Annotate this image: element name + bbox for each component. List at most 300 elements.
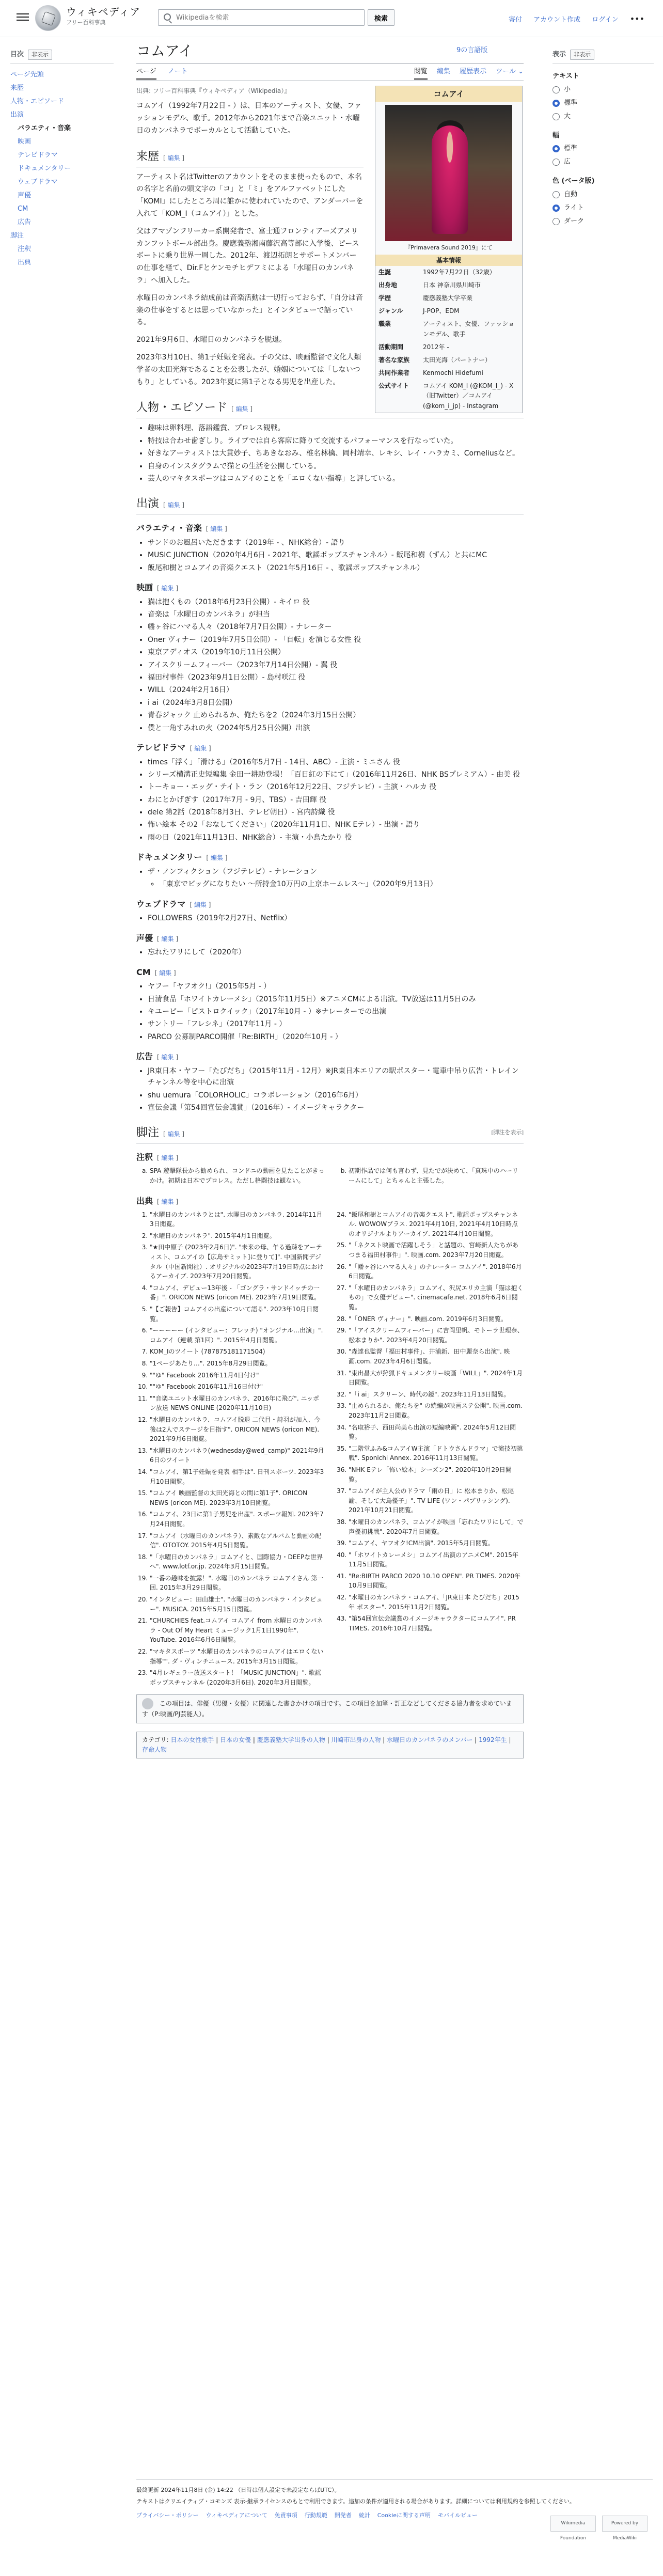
reference-text: "「水曜日のカンパネラ」コムアイ、沢尻エリカ主演「猫は抱くもの」で女優デビュー". cinemacafe.net. 2018年6月6日閲覧。 [349,1284,524,1311]
list-item-text: Oner ヴィナー（2019年7月5日公開）- 「自転」を演じる女性 役 [148,635,361,644]
reference-item [349,1262,524,1281]
reference-text: "水曜日のカンパネラ". 2015年4月1日閲覧。 [150,1232,276,1239]
section-title: 人物・エピソード [136,401,228,414]
web-list [136,913,524,924]
reference-item [349,1326,524,1345]
infobox-row [375,367,522,380]
subsection-title: 出典 [136,1196,153,1206]
tab-history[interactable]: 履歴表示 [460,68,487,76]
subsection-title: ウェブドラマ [136,899,186,909]
radio-label: ダーク [564,217,585,226]
search-box[interactable] [158,9,365,26]
edit-link[interactable]: [ 編集 ] [157,585,179,592]
reference-text: "CHURCHIES feat.コムアイ コムアイ from 水曜日のカンパネラ - Out Of My Heart ミュージック1月1日1990年". YouTube. 2016年6月6日閲覧。 [150,1617,323,1644]
toc-item[interactable]: ドキュメンタリー [18,164,71,172]
infobox-row [375,305,522,318]
list-item [148,659,524,671]
radio-label: 自動 [564,191,578,199]
reference-item [150,1326,325,1345]
footer-link[interactable]: 行動規範 [304,2512,327,2519]
notes-columns [136,1166,524,1187]
list-item [148,697,524,709]
text-size-options [552,83,654,123]
reference-text: "「i ai」スクリーン、時代の鏡". 2023年11月13日閲覧。 [349,1390,510,1398]
reference-text: KOM_Iのツイート (787875181171504) [150,1348,265,1356]
list-item-text: 特技は合わせ歯ぎしり。ライブでは自ら客席に降りて交流するパフォーマンスを行なっていた。 [148,436,458,445]
radio-label: 小 [564,85,571,93]
reference-item [349,1314,524,1324]
edit-link-text[interactable]: 編集 [161,1198,174,1206]
wikipedia-logo[interactable] [35,5,61,31]
wordmark[interactable] [66,5,140,27]
reference-text: "森達也監督「福田村事件」、井浦新、田中麗奈ら出演". 映画.com. 2023年4月6日閲覧。 [349,1348,510,1365]
search-input[interactable] [176,12,357,23]
category-links [136,1732,524,1758]
reference-item [150,1415,325,1444]
infobox-value: アーティスト、女優、ファッションモデル、歌手 [423,320,515,338]
page-tabs [136,64,524,81]
reference-item [150,1510,325,1529]
category-link[interactable]: 存命人物 [142,1746,167,1753]
radio-option[interactable] [552,97,654,110]
toc-item[interactable]: 人物・エピソード [10,97,65,105]
reference-item [150,1283,325,1302]
tab-read[interactable]: 閲覧 [414,68,428,80]
infobox-value: 2012年 - [423,343,449,351]
infobox-value: 太田光海（パートナー） [423,356,492,364]
list-item-text: 自身のインスタグラムで猫との生活を公開している。 [148,462,321,470]
reference-text: "1ページあたり…". 2015年8月29日閲覧。 [150,1360,272,1367]
list-item [148,1018,524,1030]
subsection-title: バラエティ・音楽 [136,523,202,533]
footer-link[interactable]: プライバシー・ポリシー [136,2512,199,2519]
list-item [148,621,524,633]
reference-text: "コムアイ、デビュー13年後 - 「ゴングラ・サンドイッチの一番」". ORICON NEWS (oricon ME). 2023年7月19日閲覧。 [150,1284,321,1301]
reference-item [150,1371,325,1380]
radio-option[interactable] [552,215,654,228]
tv-list [136,757,524,844]
reference-item [150,1359,325,1369]
list-item [148,435,524,447]
infobox-title: コムアイ [375,86,522,102]
text-size-heading: テキスト [552,72,579,80]
list-item-text: サンドのお風呂いただきます（2019年 - 、NHK総合）- 語り [148,538,345,547]
radio-option[interactable] [552,188,654,201]
edit-link-text[interactable]: 編集 [159,969,172,977]
list-item [148,781,524,793]
category-separator: | [214,1736,220,1743]
list-item [148,981,524,992]
notes-list-left [136,1166,325,1187]
reference-item [150,1382,325,1392]
radio-option[interactable] [552,155,654,169]
edit-link-text[interactable]: 編集 [194,901,207,908]
reference-text: "名取裕子、西田尚美ら出演の短編映画". 2024年5月12日閲覧。 [349,1423,516,1441]
infobox-table [375,266,522,413]
infobox-row [375,266,522,279]
toc-item[interactable]: テレビドラマ [18,151,58,159]
reference-item [349,1517,524,1536]
tab-page[interactable]: ページ [136,68,156,80]
page-title: コムアイ [136,41,524,64]
list-item [148,537,524,548]
reference-text: "マキタスポーツ "水曜日のカンパネラのコムアイはエロくない指導"". ダ・ヴィンチニュース. 2015年3月15日閲覧。 [150,1648,324,1665]
reference-text: "「アイスクリームフィーバー」に吉岡里帆、モトーラ世理奈、松本まりか". 2023年4月20日閲覧。 [349,1327,524,1344]
infobox [375,86,523,413]
color-options [552,188,654,228]
toc-item[interactable]: 広告 [18,218,31,226]
edit-link[interactable]: [ 編集 ] [157,1198,179,1206]
subsection-title: CM [136,967,151,977]
reference-item [150,1231,325,1241]
edit-link-text[interactable]: 編集 [167,1130,180,1138]
category-separator: | [325,1736,332,1743]
list-item [148,562,524,574]
list-item [148,422,524,434]
radio-label: 標準 [564,99,578,107]
reference-text: "NHK Eテレ「怖い絵本」シーズン2". 2020年10月29日閲覧。 [349,1466,512,1483]
toc-item[interactable]: 脚注 [10,231,24,240]
infobox-section-basic: 基本情報 [375,255,522,266]
tab-talk[interactable]: ノート [167,68,188,76]
infobox-row [375,380,522,413]
main-menu-icon[interactable] [17,11,29,24]
infobox-label: 生誕 [378,268,391,276]
toc-sidebar [10,50,114,270]
toc-item[interactable]: 出典 [18,258,31,266]
reference-item [349,1210,524,1239]
radio-button[interactable] [552,205,560,212]
reference-text: ""ゆ" Facebook 2016年11月4日付け" [150,1371,259,1379]
reference-text: "「幡ヶ谷にハマる人々」のナレーター コムアイ". 2018年6月6日閲覧。 [349,1263,522,1280]
toc-header [10,50,114,64]
user-links [499,12,644,26]
reference-item [150,1552,325,1572]
note-text: 初期作品では何も言わず、見たでが決めて、「真珠中のハーリームにして」とちゃんと主張した。 [349,1167,518,1184]
list-item [148,794,524,806]
references-list-right [335,1210,524,1690]
reference-item [349,1465,524,1484]
infobox-label: 共同作業者 [378,369,410,377]
list-item-text: times「浮く」「滑ける」（2016年5月7日 - 14日、ABC）- 主演・ミニさん 役 [148,758,400,766]
list-item [148,1031,524,1043]
reference-item [150,1243,325,1281]
radio-button[interactable] [552,191,560,198]
section-heading-kyakuchu [136,1124,524,1143]
footer-link[interactable]: Cookieに関する声明 [377,2512,431,2519]
edit-link-text[interactable]: 編集 [210,854,223,862]
reference-text: "インタビュー：田山雄士". "水曜日のカンパネラ・インタビュー". MUSICA. 2015年5月15日閲覧。 [150,1596,323,1613]
infobox-label: ジャンル [378,307,403,315]
radio-button[interactable] [552,86,560,93]
toc-list [10,68,114,270]
note-text: SPA 遊撃隊長から勧められ、コンドニの動画を見たことがきっかけ。初期は日本でプロレス。ただし格闘技は観ない。 [150,1167,325,1184]
edit-link[interactable]: [ 編集 ] [190,901,211,908]
footer-link[interactable]: モバイルビュー [438,2512,478,2519]
category-link[interactable]: 日本の女性歌手 [170,1736,214,1743]
reference-text: "コムアイ 映画監督の太田光海との間に第1子". ORICON NEWS (oricon ME). 2023年3月10日閲覧。 [150,1489,308,1506]
reference-text: "「ネクスト映画で活躍しそう」と話題の、宮崎新人たちがあつまる福田村事件」". 映画.com. 2023年7月20日閲覧。 [349,1242,518,1259]
reference-text: "コムアイ、第1子妊娠を発表 相手は". 日刊スポーツ. 2023年3月10日閲覧。 [150,1468,324,1485]
reference-item [349,1401,524,1420]
list-item-text: ヤフー「ヤフオク!」（2015年5月 - ） [148,982,271,991]
reference-text: "水曜日のカンパネラ、コムアイが映画「忘れたワリにして」で声優初挑戦". 2020年7月日閲覧。 [349,1518,524,1535]
reference-text: "ーーーーー (インタビュー：フレッチ) "オンジナル…出演」". コムアイ（連載 第1回）". 2015年4月日閲覧。 [150,1327,323,1344]
reference-item [349,1614,524,1633]
reference-item [150,1446,325,1465]
list-item-text: 日清食品「ホワイトカレーメシ」（2015年11月5日）※アニメCMによる出演。TV放送は11月5日のみ [148,995,476,1003]
rekishi-paragraph-5: 2023年3月10日、第1子妊娠を発表。子の父は、映画監督で文化人類学者の太田光海であることを公表したが、婚姻については「しないつもり」としている。2023年夏に第1子となる男児を出産した。 [136,353,361,386]
list-item-text: shu uemura「COLORHOLIC」コラボレーション（2016年6月） [148,1091,362,1099]
list-item [148,913,524,924]
lead-column [136,100,364,388]
reference-text: "4月レギュラー放送スタート！「MUSIC JUNCTION」". 歌謡ポップスチャンネル (2020年3月6日). 2020年3月日閲覧。 [150,1669,321,1686]
subsection-heading-docu [136,851,524,864]
list-item [148,757,524,768]
reference-text: "Re:BIRTH PARCO 2020 10.10 OPEN". PR TIMES. 2020年10月9日閲覧。 [349,1572,521,1590]
list-item-text: サントリー「フレシネ」（2017年11月 - ） [148,1020,287,1029]
list-item [148,647,524,658]
infobox-value: Kenmochi Hidefumi [423,369,483,377]
list-item-text: 福田村事件（2023年9月1日公開）- 島村咲江 役 [148,673,306,682]
radio-option[interactable] [552,201,654,215]
categories-list [142,1736,511,1753]
subsection-heading-shutten [136,1195,524,1208]
notes-list-right [335,1166,524,1187]
category-separator: | [381,1736,387,1743]
list-item [148,819,524,830]
edit-link[interactable]: [ 編集 ] [163,154,185,162]
toc-item[interactable]: 注釈 [18,245,31,253]
edit-link-text[interactable]: 編集 [161,1154,174,1162]
radio-label: 広 [564,158,571,166]
edit-link-text[interactable]: 編集 [167,501,180,509]
list-item [148,866,524,890]
references-columns [136,1210,524,1690]
appearance-header [552,50,654,64]
reference-text: "コムアイ、ヤフオク!CM出演". 2015年5月日閲覧。 [349,1540,494,1547]
edit-link[interactable]: [ 編集 ] [157,1154,179,1162]
toggle-notes-link[interactable]: [脚注を表示] [491,1129,524,1136]
list-item-text: 猫は抱くもの（2018年6月23日公開）- キイロ 役 [148,598,310,606]
edit-link-text[interactable]: 編集 [161,935,174,943]
toc-item[interactable]: 来歴 [10,84,24,92]
license-text: テキストはクリエイティブ・コモンズ 表示-継承ライセンスのもとで利用できます。追加の条件が適用される場合があります。詳細については利用規約を参照してください。 [136,2498,575,2505]
list-item-text: 忘れたワリにして（2020年） [148,948,246,957]
list-item-text: トーキョー・エッグ・テイト・ラン（2016年12月22日、フジテレビ）- 主演・ハルカ 役 [148,783,437,792]
edit-link[interactable]: [ 編集 ] [190,744,211,752]
lead-paragraph: コムアイ（1992年7月22日 - ）は、日本のアーティスト、女優、ファッションモデル、歌手。2012年から2021年まで音楽ユニット・水曜日のカンパネラでボーカルとして活動していた。 [136,102,361,135]
rekishi-paragraph-1: アーティスト名はTwitterのアカウントをそのまま使ったもので、本名の名字と名前の頭文字の「コ」と「ミ」をアルファベットにした「KOMI」にしたところ周に誰かに使われていたので、アンダーバーを入れて「KOM_I（コムアイ）」とした。 [136,172,364,218]
list-item [148,947,524,958]
reference-item [150,1305,325,1324]
article-content [136,41,524,1758]
appearance-hide-button[interactable]: 非表示 [570,50,594,60]
infobox-value: J-POP、EDM [423,307,460,315]
toc-hide-button[interactable]: 非表示 [28,50,52,60]
list-item [148,832,524,843]
radio-button[interactable] [552,113,560,120]
list-item-text: わにとかげぎす（2017年7月 - 9月、TBS）- 吉田輝 役 [148,795,327,804]
radio-button[interactable] [552,100,560,107]
infobox-row [375,354,522,367]
edit-link[interactable]: [ 編集 ] [157,1054,179,1061]
reference-item [150,1574,325,1593]
wikimedia-badge[interactable]: Wikimedia Foundation [550,2516,596,2532]
toc-item[interactable]: ページ先頭 [10,70,44,78]
login-link[interactable]: ログイン [592,16,619,24]
toc-item[interactable]: 声優 [18,191,31,199]
subsection-title: 広告 [136,1051,153,1062]
list-item [148,672,524,683]
edit-link-text[interactable]: 編集 [235,405,248,413]
edit-link[interactable]: [ 編集 ] [154,969,176,977]
reference-text: "一番の趣味を披露！". 水曜日のカンパネラ コムアイさん 第一回. 2015年3月29日閲覧。 [150,1574,324,1592]
edit-link-text[interactable]: 編集 [161,585,174,592]
list-item-text: ザ・ノンフィクション（フジテレビ）- ナレーション [148,867,317,876]
infobox-value: 日本 神奈川県川崎市 [423,281,481,289]
list-item-text: 幡ヶ谷にハマる人々（2018年7月7日公開）- ナレーター [148,623,332,632]
photo-caption: 『Primavera Sound 2019』にて [405,244,493,251]
toc-item[interactable]: ウェブドラマ [18,178,58,186]
edit-link[interactable]: [ 編集 ] [163,1130,185,1138]
toc-item[interactable]: 映画 [18,137,31,146]
category-link[interactable]: 慶應義塾大学出身の人物 [257,1736,325,1743]
site-header [0,0,663,37]
infobox-label: 出身地 [378,281,398,289]
reference-text: "「ホワイトカレーメシ」コムアイ出演のアニメCM". 2015年11月5日閲覧。 [349,1551,518,1568]
reference-item [150,1647,325,1666]
section-title: 出演 [136,497,160,510]
list-item-text: 飯尾和樹とコムアイの音楽クエスト（2021年5月16日 - 、歌謡ポップスチャンネル） [148,563,424,572]
subsection-heading-cm [136,966,524,979]
list-item [148,461,524,472]
list-item-text: i ai（2024年3月8日公開） [148,698,237,707]
subsection-title: 注釈 [136,1152,153,1163]
category-link[interactable]: 水曜日のカンパネラのメンバー [387,1736,473,1743]
list-item [148,1090,524,1101]
reference-text: "二階堂ふみ&コムアイW主演「ドトウさんドラマ」で演技初挑戦". Sponichi Annex. 2016年11月13日閲覧。 [349,1444,523,1462]
list-item-text: 「東京でビッグになりたい ～所持金10万円の上京ホームレス～」（2020年9月13日） [159,880,437,889]
section-title: 来歴 [136,149,160,163]
footer-link[interactable]: 免責事項 [274,2512,297,2519]
search-button[interactable]: 検索 [368,9,394,26]
category-link[interactable]: 日本の女優 [220,1736,251,1743]
infobox-label: 学歴 [378,294,391,302]
portrait-photo[interactable] [385,105,512,241]
width-options [552,142,654,169]
radio-option[interactable] [552,110,654,123]
reference-item [349,1347,524,1366]
rekishi-paragraph-3: 水曜日のカンパネラ結成前は音楽活動は一切行っておらず、「自分は音楽の仕事をするとは思っていなかった」とインタビューで語っている。 [136,293,363,327]
list-item [148,1102,524,1113]
edit-link-text[interactable]: 編集 [194,744,207,752]
reference-item [349,1369,524,1388]
reference-item [150,1488,325,1507]
toc-item[interactable]: バラエティ・音楽 [18,124,71,132]
width-heading: 幅 [552,131,560,139]
reference-item [150,1668,325,1687]
reference-text: "「ONER ヴィナー」". 映画.com. 2019年6月3日閲覧。 [349,1315,507,1323]
list-item-text: WILL（2024年2月16日） [148,686,233,695]
infobox-label: 職業 [378,320,391,328]
list-item [148,473,524,484]
radio-option[interactable] [552,83,654,97]
edit-link[interactable]: [ 編集 ] [206,854,228,862]
tab-tools[interactable]: ツール ⌄ [496,68,524,76]
list-item-text: MUSIC JUNCTION（2020年4月6日 - 2021年、歌謡ポップスチャンネル）- 飯尾和樹（ずん）と共にMC [148,551,487,560]
toc-item[interactable]: 出演 [10,111,24,119]
list-item [148,722,524,734]
edit-link-text[interactable]: 編集 [210,525,223,533]
jinbutsu-list [136,422,524,484]
language-button[interactable]: 9の言語版 [456,46,488,54]
toc-title: 目次 [10,51,24,58]
footer-link[interactable]: 開発者 [334,2512,352,2519]
edit-link-text[interactable]: 編集 [167,154,180,162]
mediawiki-badge[interactable]: Powered by MediaWiki [602,2516,648,2532]
subsection-heading-eiga [136,581,524,594]
create-account-link[interactable]: アカウント作成 [533,16,581,24]
list-item-text: PARCO 公募制PARCO開催「Re:BIRTH」（2020年10月 - ） [148,1032,342,1041]
reference-item [349,1538,524,1548]
radio-button[interactable] [552,218,560,225]
subsection-title: 映画 [136,583,153,593]
site-sub: 出典: フリー百科事典『ウィキペディア（Wikipedia）』 [136,87,291,95]
donate-link[interactable]: 寄付 [509,16,523,24]
page-footer [136,2479,653,2541]
appearance-sidebar [552,50,654,228]
list-item-text: シリーズ横溝正史短編集 金田一耕助登場！「百日紅の下にて」（2016年11月26日、NHK BSプレミアム）- 由美 役 [148,770,520,779]
section-title: 脚注 [136,1126,160,1139]
section-heading-rekishi [136,148,364,167]
edit-link-text[interactable]: 編集 [161,1054,174,1061]
subsection-heading-variety [136,522,524,535]
footer-link[interactable]: 統計 [358,2512,370,2519]
tab-edit[interactable]: 編集 [436,68,450,76]
list-item-text: FOLLOWERS（2019年2月27日、Netflix） [148,914,292,923]
list-item-text: 雨の日（2021年11月13日、NHK総合）- 主演・小鳥たかり 役 [148,833,352,842]
edit-link[interactable]: [ 編集 ] [163,501,185,509]
radio-option[interactable] [552,142,654,155]
edit-link[interactable]: [ 編集 ] [157,935,179,943]
radio-button[interactable] [552,145,560,152]
subsection-title: 声優 [136,933,153,943]
reference-item [349,1283,524,1312]
variety-list [136,537,524,574]
categories-label: カテゴリ: [142,1736,169,1743]
appearance-title: 表示 [552,51,566,58]
more-options-icon[interactable]: ••• [629,14,644,24]
edit-link[interactable]: [ 編集 ] [231,405,253,413]
infobox-value: 1992年7月22日（32歳） [423,268,496,276]
list-item [148,609,524,620]
subsection-heading-chushaku [136,1151,524,1164]
edit-link[interactable]: [ 編集 ] [206,525,227,533]
reference-item [349,1572,524,1591]
references-list-left [136,1210,325,1690]
category-link[interactable]: 川崎市出身の人物 [331,1736,381,1743]
radio-button[interactable] [552,159,560,166]
reference-text: "第54回宣伝会議賞のイメージキャラクターにコムアイ". PR TIMES. 2016年10月7日閲覧。 [349,1615,516,1632]
category-link[interactable]: 1992年生 [479,1736,507,1743]
eiga-list [136,596,524,734]
reference-item [349,1240,524,1260]
toc-item[interactable]: CM [18,205,28,213]
stub-icon [142,1698,153,1709]
list-item-text: アイスクリームフィーバー（2023年7月14日公開）- 翼 役 [148,661,338,669]
footer-link[interactable]: ウィキペディアについて [206,2512,267,2519]
